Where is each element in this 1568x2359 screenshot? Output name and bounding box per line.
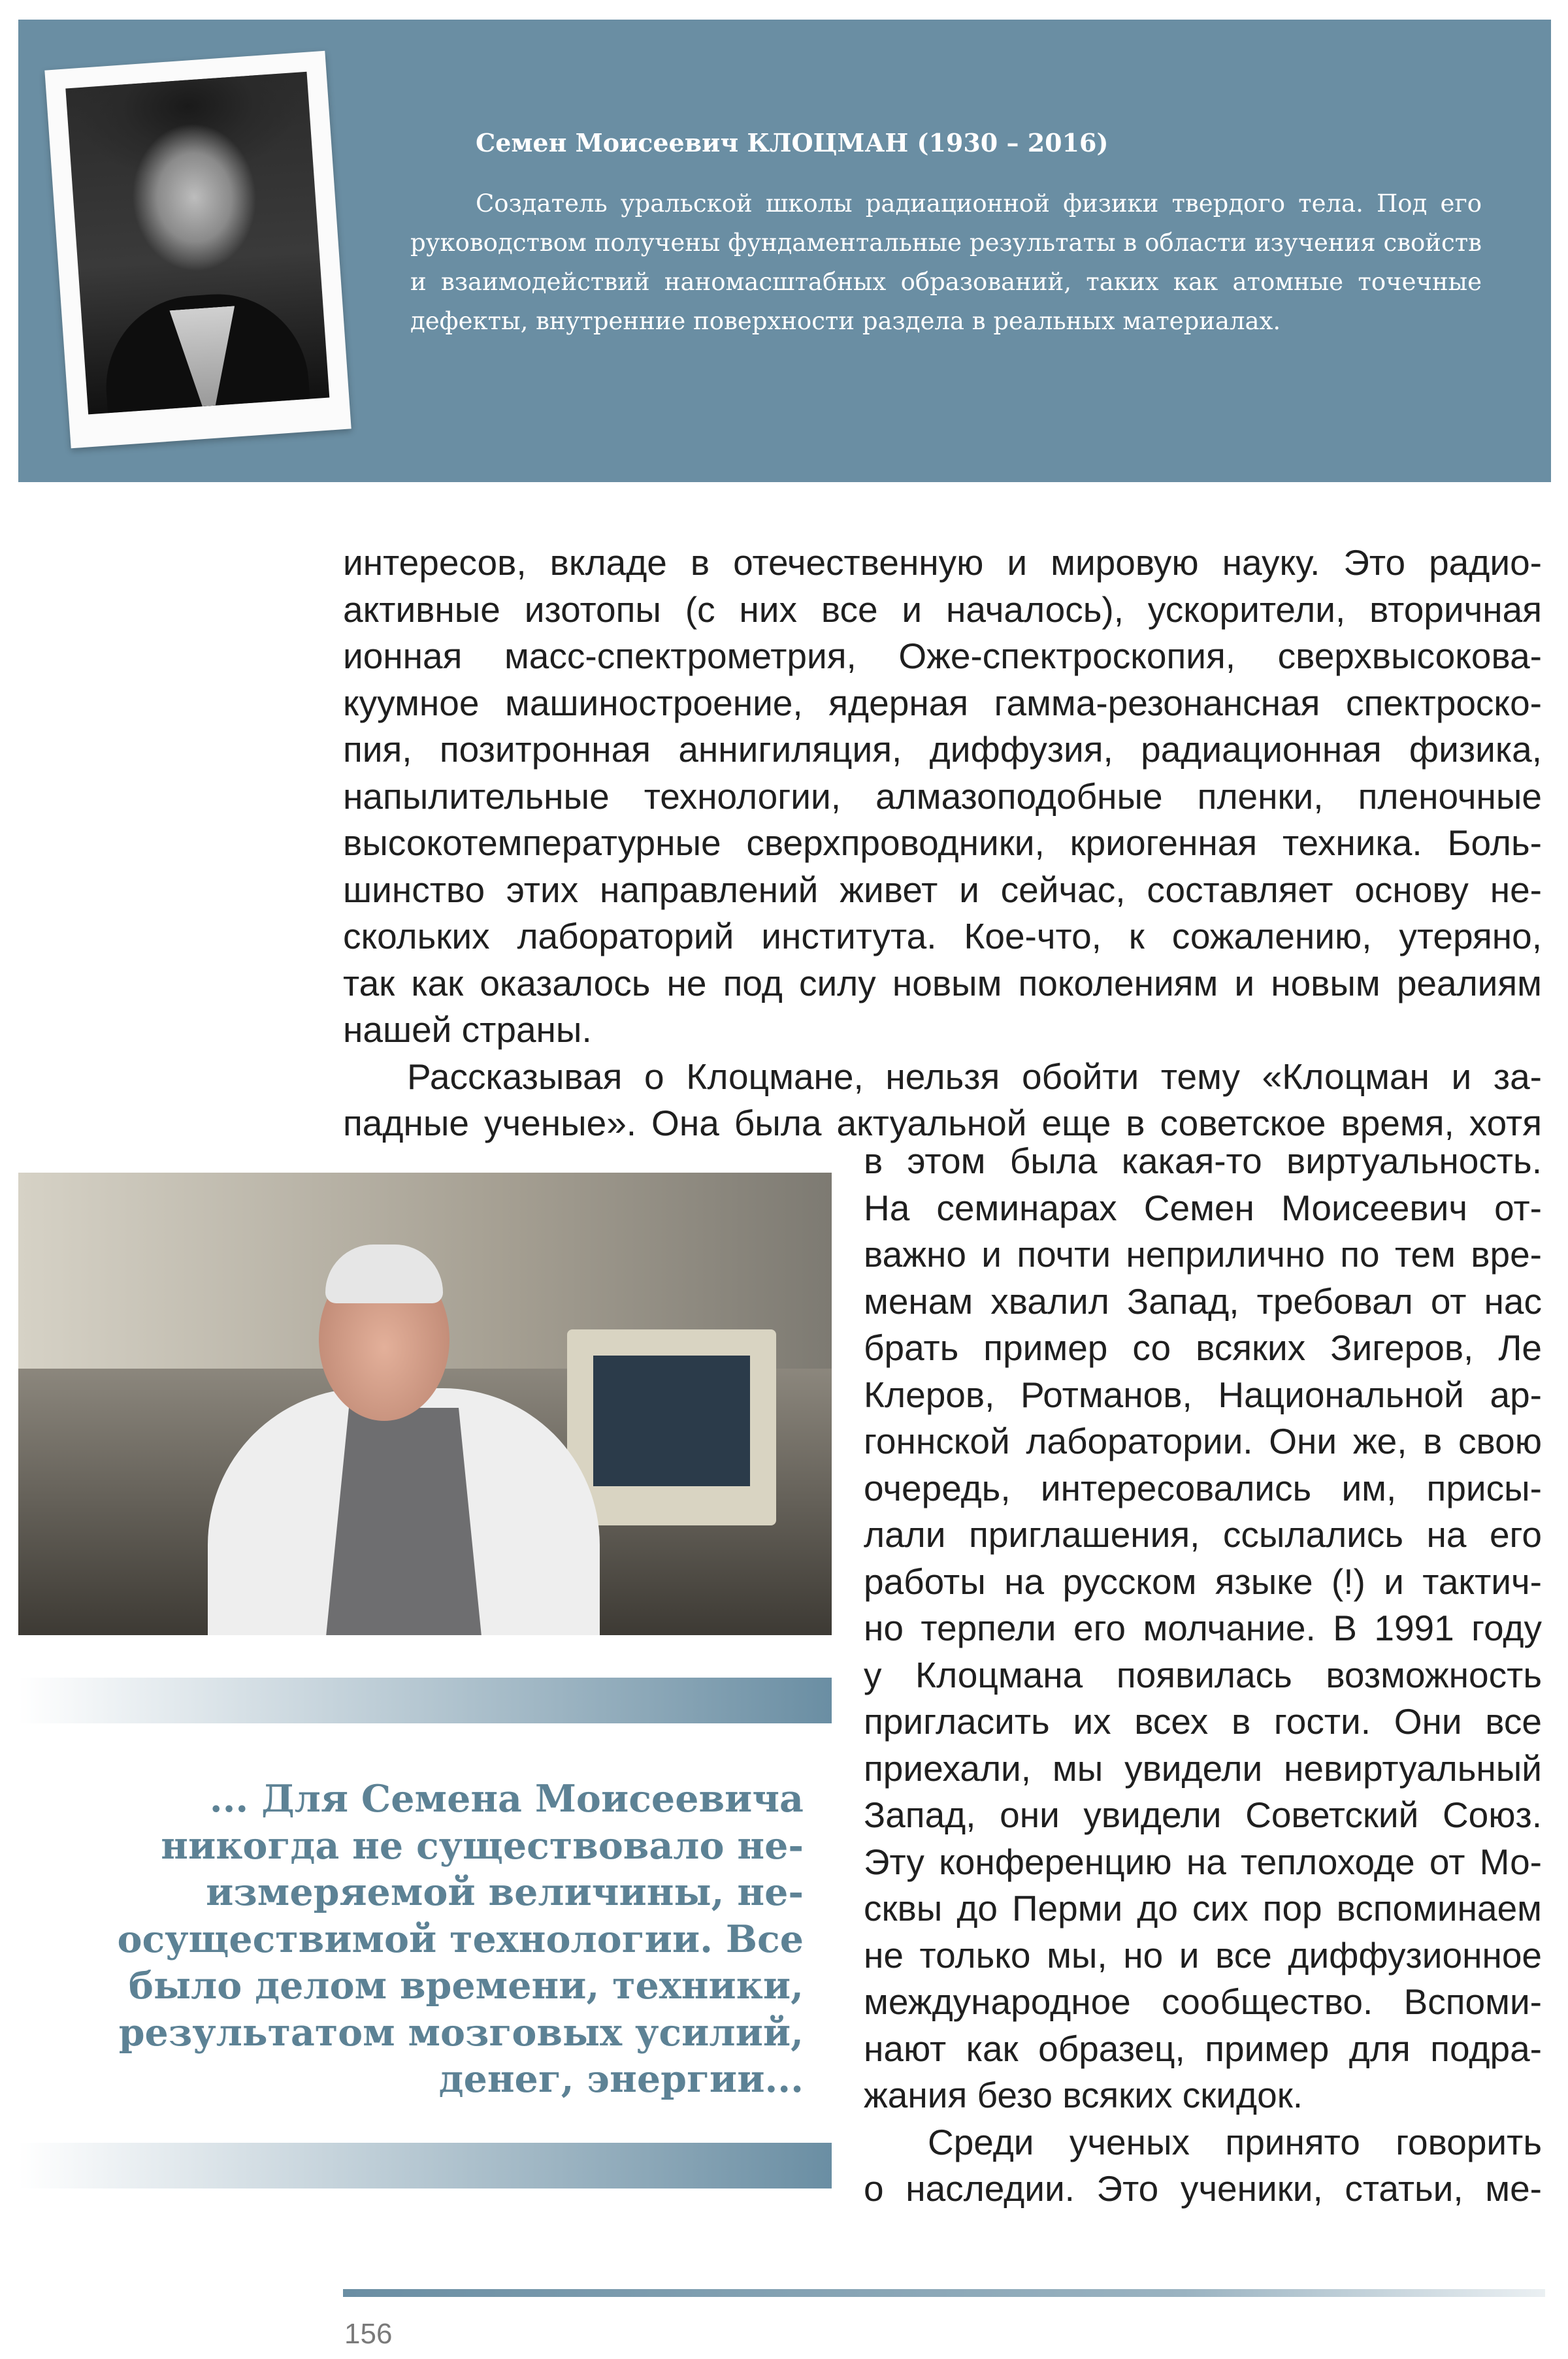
text-line: менам хвалил Запад, требовал от нас bbox=[864, 1280, 1542, 1322]
text-line: гоннской лаборатории. Они же, в свою bbox=[864, 1421, 1542, 1461]
body-column-top bbox=[343, 540, 1542, 1147]
quote-line: измеряемой величины, не- bbox=[206, 1870, 804, 1914]
text-line: Среди ученых принято говорить bbox=[928, 2121, 1542, 2162]
body-paragraph bbox=[343, 1054, 1542, 1147]
body-column-right bbox=[864, 1138, 1542, 2213]
text-line: брать пример со всяких Зигеров, Ле bbox=[864, 1327, 1542, 1368]
text-line: нают как образец, пример для подра- bbox=[864, 2028, 1542, 2069]
portrait-photo-frame bbox=[44, 51, 351, 449]
text-line: Эту конференцию на теплоходе от Мо- bbox=[864, 1841, 1542, 1882]
text-line: не только мы, но и все диффузионное bbox=[864, 1934, 1542, 1976]
quote-line: денег, энергии... bbox=[438, 2057, 804, 2101]
text-line: Клеров, Ротманов, Национальной ар- bbox=[864, 1374, 1542, 1415]
text-line: у Клоцмана появилась возможность bbox=[864, 1654, 1542, 1695]
text-line: На семинарах Семен Моисеевич от- bbox=[864, 1187, 1542, 1228]
text-line: так как оказалось не под силу новым поколениям и новым реалиям bbox=[343, 962, 1542, 1003]
text-line: Запад, они увидели Советский Союз. bbox=[864, 1795, 1542, 1835]
text-line: в этом была какая-то виртуальность. bbox=[864, 1141, 1542, 1181]
color-photo-scientist bbox=[18, 1173, 832, 1635]
text-line: работы на русском языке (!) и тактич- bbox=[864, 1561, 1542, 1602]
body-paragraph bbox=[343, 540, 1542, 1054]
portrait-photo bbox=[65, 72, 329, 415]
text-line: жания безо всяких скидок. bbox=[864, 2075, 1303, 2115]
text-line: лали приглашения, ссылались на его bbox=[864, 1514, 1542, 1555]
text-line: напылительные технологии, алмазоподобные пленки, пленочные bbox=[343, 775, 1542, 817]
text-line: падные ученые». Она была актуальной еще в советское время, хотя bbox=[343, 1103, 1542, 1143]
text-line: сквы до Перми до сих пор вспоминаем bbox=[864, 1888, 1542, 1928]
pull-quote bbox=[65, 1776, 804, 2103]
text-line: очередь, интересовались им, присы- bbox=[864, 1467, 1542, 1508]
text-line: пия, позитронная аннигиляция, диффузия, радиационная физика, bbox=[343, 729, 1542, 770]
decorative-gradient-bar bbox=[18, 2143, 832, 2188]
quote-line: осуществимой технологии. Все bbox=[117, 1917, 804, 1961]
text-line: куумное машиностроение, ядерная гамма-резонансная спектроско- bbox=[343, 682, 1542, 723]
page-number: 156 bbox=[344, 2318, 393, 2350]
body-paragraph bbox=[864, 1138, 1542, 2119]
text-line: пригласить их всех в гости. Они все bbox=[864, 1701, 1542, 1742]
footer-rule bbox=[343, 2289, 1545, 2297]
body-paragraph bbox=[864, 2119, 1542, 2213]
decorative-gradient-bar bbox=[18, 1678, 832, 1723]
quote-line: ... Для Семена Моисеевича bbox=[209, 1777, 804, 1821]
text-line: скольких лабораторий института. Кое-что, к сожалению, утеряно, bbox=[343, 916, 1542, 956]
header-title: Семен Моисеевич КЛОЦМАН (1930 – 2016) bbox=[476, 128, 1109, 157]
text-line: шинство этих направлений живет и сейчас, составляет основу не- bbox=[343, 869, 1542, 910]
text-line: активные изотопы (с них все и началось), ускорители, вторичная bbox=[343, 589, 1542, 630]
text-line: нашей страны. bbox=[343, 1009, 592, 1050]
text-line: ионная масс-спектрометрия, Оже-спектроскопия, сверхвысокова- bbox=[343, 636, 1542, 676]
text-line: приехали, мы увидели невиртуальный bbox=[864, 1748, 1542, 1789]
text-line: интересов, вкладе в отечественную и мировую науку. Это радио- bbox=[343, 542, 1542, 583]
text-line: но терпели его молчание. В 1991 году bbox=[864, 1608, 1542, 1648]
text-line: о наследии. Это ученики, статьи, ме- bbox=[864, 2168, 1542, 2209]
quote-line: никогда не существовало не- bbox=[161, 1823, 804, 1868]
text-line: Рассказывая о Клоцмане, нельзя обойти тему «Клоцман и за- bbox=[407, 1056, 1542, 1097]
text-line: высокотемпературные сверхпроводники, криогенная техника. Боль- bbox=[343, 822, 1542, 863]
quote-line: было делом времени, техники, bbox=[128, 1964, 804, 2008]
quote-line: результатом мозговых усилий, bbox=[118, 2010, 804, 2055]
text-line: международное сообщество. Вспоми- bbox=[864, 1981, 1542, 2022]
text-line: важно и почти неприлично по тем вре- bbox=[864, 1234, 1542, 1275]
header-description: Создатель уральской школы радиационной физики твердого тела. Под его руководством получены фундаментальные результаты в области изучения свойств и взаимодействий наномасштабных образований, таких как атомные точечные дефекты, внутренние поверхности раздела в реальных материалах. bbox=[410, 189, 1482, 335]
